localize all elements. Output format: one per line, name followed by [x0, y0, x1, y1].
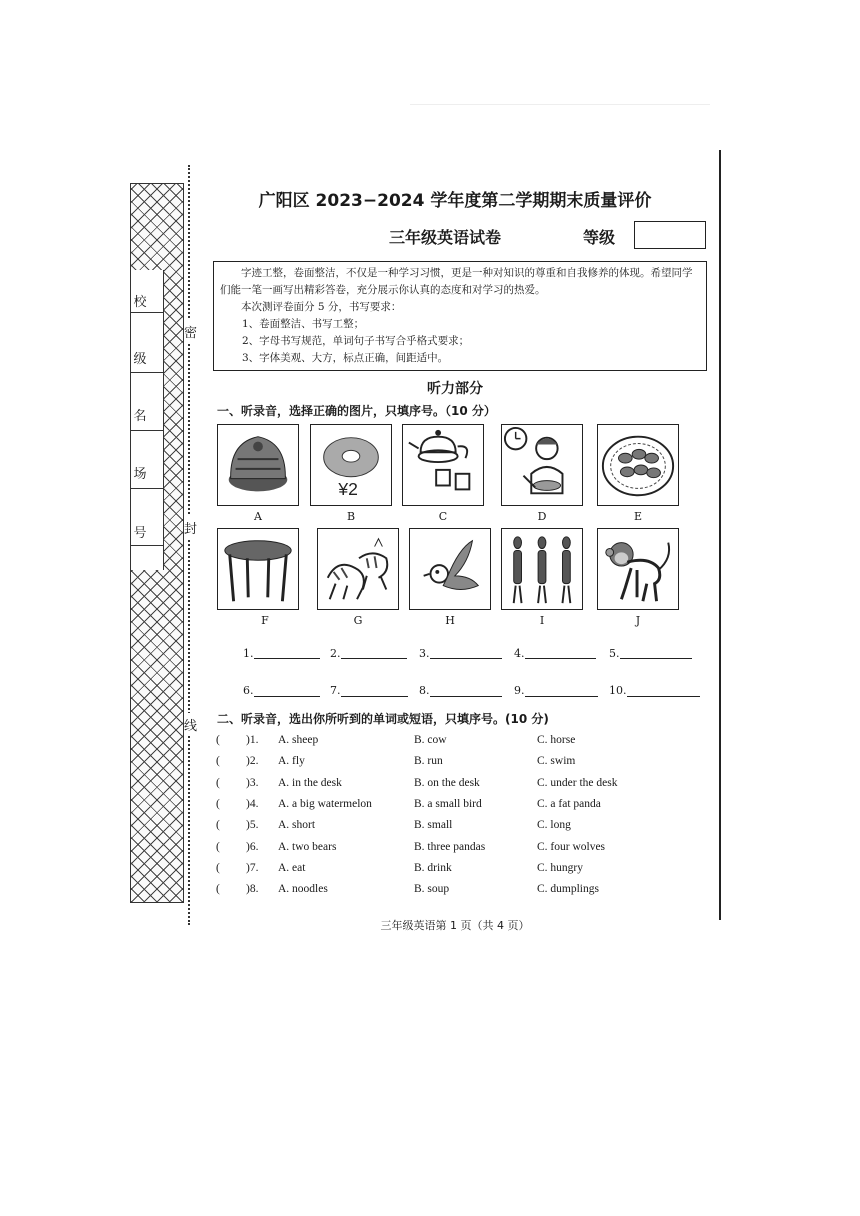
- page-right-rule: [719, 150, 721, 920]
- notice-score-line: 本次测评卷面分 5 分，书写要求：: [241, 301, 402, 313]
- option-b: B. a small bird: [414, 798, 482, 810]
- answer-paren[interactable]: (: [216, 755, 220, 767]
- exam-title: 广阳区 2023−2024 学年度第二学期期末质量评价: [258, 191, 652, 211]
- scan-edge-line: [410, 104, 710, 105]
- question-number: )2.: [246, 755, 259, 767]
- question-number: )1.: [246, 734, 259, 746]
- school-field-label: 校: [133, 295, 147, 310]
- writing-notice-box: [213, 261, 707, 371]
- option-c: C. hungry: [537, 862, 583, 874]
- option-a: A. short: [278, 819, 316, 831]
- option-a: A. sheep: [278, 734, 319, 746]
- answer-blank-4[interactable]: [525, 658, 596, 659]
- notice-requirement-3: 3、字体美观、大方，标点正确，间距适中。: [242, 352, 449, 364]
- question-number: )7.: [246, 862, 259, 874]
- option-b: B. soup: [414, 883, 450, 895]
- answer-paren[interactable]: (: [216, 777, 220, 789]
- part1-heading: 一、听录音，选择正确的图片，只填序号。（10 分）: [217, 404, 496, 418]
- seal-char-xian: 线: [184, 713, 197, 736]
- exam-room-field-line: [131, 488, 163, 489]
- answer-blank-9[interactable]: [525, 696, 598, 697]
- question-number: )4.: [246, 798, 259, 810]
- option-b: B. small: [414, 819, 453, 831]
- monkey-icon: [597, 528, 679, 610]
- name-field-line: [131, 430, 163, 431]
- pic-letter-j: J: [635, 614, 641, 627]
- option-c: C. horse: [537, 734, 576, 746]
- three-figures-icon: [501, 528, 583, 610]
- seal-dotted-line: [188, 165, 190, 925]
- blank-number-2: 2.: [330, 647, 341, 660]
- option-c: C. swim: [537, 755, 576, 767]
- dumplings-plate-icon: [597, 424, 679, 506]
- notice-paragraph: 字迹工整，卷面整洁，不仅是一种学习习惯，更是一种对知识的尊重和自我修养的体现。希望同学们能一笔一画写出精彩答卷，充分展示你认真的态度和对学习的热爱。: [220, 267, 693, 296]
- blank-number-1: 1.: [243, 647, 254, 660]
- boy-eating-icon: [501, 424, 583, 506]
- blank-number-7: 7.: [330, 684, 341, 697]
- option-a: A. two bears: [278, 841, 337, 853]
- name-field-label: 名: [133, 409, 147, 424]
- price-label: ¥2: [338, 479, 358, 500]
- pic-letter-b: B: [346, 510, 356, 523]
- donut-price-icon: [310, 424, 392, 506]
- answer-blank-7[interactable]: [341, 696, 408, 697]
- blank-number-10: 10.: [609, 684, 627, 697]
- pic-letter-c: C: [438, 510, 448, 523]
- option-b: B. cow: [414, 734, 447, 746]
- bird-icon: [409, 528, 491, 610]
- option-a: A. noodles: [278, 883, 328, 895]
- notice-requirement-1: 1、卷面整洁、书写工整；: [242, 318, 365, 330]
- answer-blank-2[interactable]: [341, 658, 407, 659]
- option-c: C. long: [537, 819, 571, 831]
- option-b: B. three pandas: [414, 841, 486, 853]
- answer-paren[interactable]: (: [216, 798, 220, 810]
- class-field-label: 级: [133, 352, 147, 367]
- option-a: A. a big watermelon: [278, 798, 372, 810]
- blank-number-3: 3.: [419, 647, 430, 660]
- answer-blank-8[interactable]: [430, 696, 502, 697]
- option-a: A. in the desk: [278, 777, 342, 789]
- pic-letter-f: F: [261, 614, 269, 627]
- option-c: C. under the desk: [537, 777, 618, 789]
- option-b: B. run: [414, 755, 443, 767]
- question-number: )5.: [246, 819, 259, 831]
- listening-section-title: 听力部分: [427, 381, 483, 397]
- pic-letter-e: E: [633, 510, 643, 523]
- school-field-line: [131, 312, 163, 313]
- page-footer: 三年级英语第 1 页（共 4 页）: [380, 919, 530, 932]
- answer-blank-5[interactable]: [620, 658, 692, 659]
- answer-blank-6[interactable]: [254, 696, 320, 697]
- option-c: C. a fat panda: [537, 798, 601, 810]
- blank-number-6: 6.: [243, 684, 254, 697]
- answer-blank-10[interactable]: [627, 696, 700, 697]
- exam-room-field-label: 场: [133, 467, 147, 482]
- seat-number-field-label: 号: [133, 526, 147, 541]
- option-a: A. fly: [278, 755, 305, 767]
- notice-requirement-2: 2、字母书写规范，单词句子书写合乎格式要求；: [242, 335, 470, 347]
- answer-paren[interactable]: (: [216, 819, 220, 831]
- pic-letter-h: H: [445, 614, 455, 627]
- option-b: B. on the desk: [414, 777, 480, 789]
- answer-paren[interactable]: (: [216, 734, 220, 746]
- seat-number-field-line: [131, 545, 163, 546]
- pic-letter-a: A: [254, 510, 262, 523]
- grade-box[interactable]: [634, 221, 706, 249]
- grade-label: 等级: [583, 228, 616, 247]
- answer-paren[interactable]: (: [216, 862, 220, 874]
- pic-letter-g: G: [353, 614, 363, 627]
- option-a: A. eat: [278, 862, 306, 874]
- seal-char-mi: 密: [184, 320, 197, 343]
- pic-letter-d: D: [537, 510, 547, 523]
- bun-icon: [217, 424, 299, 506]
- blank-number-8: 8.: [419, 684, 430, 697]
- question-number: )8.: [246, 883, 259, 895]
- teapot-icon: [402, 424, 484, 506]
- blank-number-9: 9.: [514, 684, 525, 697]
- class-field-line: [131, 372, 163, 373]
- question-number: )6.: [246, 841, 259, 853]
- answer-blank-1[interactable]: [254, 658, 320, 659]
- exam-subtitle: 三年级英语试卷: [389, 228, 502, 247]
- blank-number-4: 4.: [514, 647, 525, 660]
- answer-paren[interactable]: (: [216, 841, 220, 853]
- pic-letter-i: I: [539, 614, 545, 627]
- round-table-icon: [217, 528, 299, 610]
- option-c: C. four wolves: [537, 841, 606, 853]
- answer-blank-3[interactable]: [430, 658, 502, 659]
- blank-number-5: 5.: [609, 647, 620, 660]
- option-b: B. drink: [414, 862, 452, 874]
- option-c: C. dumplings: [537, 883, 599, 895]
- tigers-icon: [317, 528, 399, 610]
- seal-char-feng: 封: [184, 516, 197, 539]
- answer-paren[interactable]: (: [216, 883, 220, 895]
- part2-heading: 二、听录音，选出你所听到的单词或短语，只填序号。(10 分): [217, 712, 549, 726]
- question-number: )3.: [246, 777, 259, 789]
